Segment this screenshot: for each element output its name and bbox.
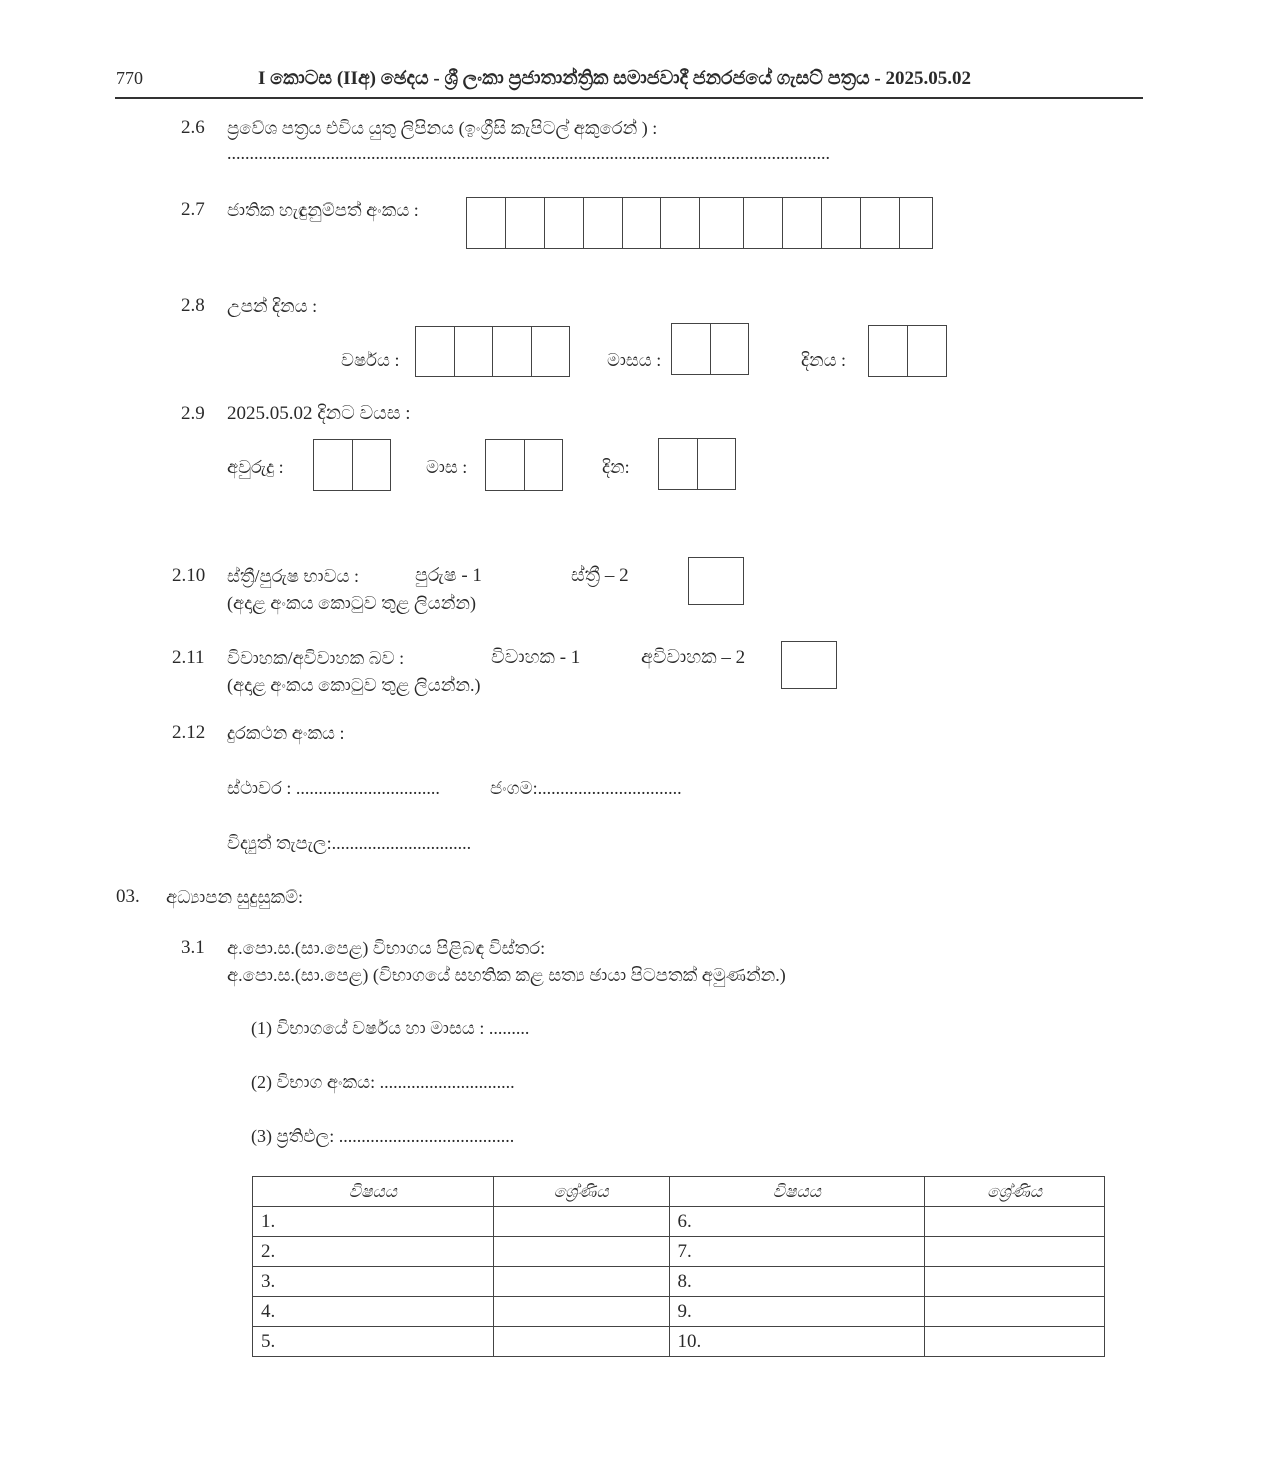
grade-cell[interactable] — [493, 1267, 669, 1297]
dob-month-label: මාසය : — [607, 350, 662, 370]
age-years-boxes[interactable] — [313, 439, 391, 491]
nic-digit-box[interactable] — [584, 198, 623, 248]
nic-digit-box[interactable] — [545, 198, 584, 248]
dob-day-boxes[interactable] — [868, 325, 947, 377]
grade-cell[interactable] — [493, 1327, 669, 1357]
exam-year-month-field[interactable]: (1) විභාගයේ වර්ෂය හා මාසය : ......... — [251, 1018, 530, 1038]
mobile-field[interactable]: ජංගම:................................ — [490, 778, 682, 798]
age-days-digit-box[interactable] — [698, 439, 736, 489]
age-days-boxes[interactable] — [658, 438, 736, 490]
age-months-digit-box[interactable] — [486, 440, 525, 490]
year-digit-box[interactable] — [455, 327, 494, 376]
ol-exam-details-label: අ.පො.ස.(සා.පෙළ) විභාගය පිළිබඳ විස්තර: — [227, 938, 546, 958]
table-row — [253, 1267, 1105, 1297]
grade-cell[interactable] — [493, 1207, 669, 1237]
table-row — [253, 1297, 1105, 1327]
gender-note: (අදාළ අංකය කොටුව තුළ ලියන්න) — [227, 593, 476, 613]
nic-digit-box[interactable] — [661, 198, 700, 248]
address-field[interactable]: ...................................................................................................................................... — [227, 143, 830, 163]
day-digit-box[interactable] — [908, 326, 946, 376]
age-months-label: මාස : — [426, 457, 468, 477]
nic-digit-box[interactable] — [700, 198, 744, 248]
marital-note: (අදාළ අංකය කොටුව තුළ ලියන්න.) — [227, 675, 481, 695]
nic-digit-box[interactable] — [822, 198, 861, 248]
subject-cell[interactable]: 4. — [253, 1297, 494, 1327]
ol-exam-attach-note: අ.පො.ස.(සා.පෙළ) (විභාගයේ සහතික කළ සත්‍ය ඡායා පිටපතක් අමුණන්න.) — [227, 965, 786, 985]
month-digit-box[interactable] — [711, 324, 749, 374]
grade-cell[interactable] — [925, 1207, 1105, 1237]
gazette-header-title: I කොටස (IIඅ) ඡෙදය - ශ්‍රී ලංකා ප්‍රජාතාන්ත්‍රික සමාජවාදී ජනරජයේ ගැසට් පත්‍රය - 2025.05.02 — [258, 68, 971, 89]
table-row — [253, 1327, 1105, 1357]
email-field[interactable]: විද්‍යුත් තැපැල:............................... — [227, 833, 472, 853]
marital-option-unmarried: අවිවාහක – 2 — [641, 647, 746, 668]
age-years-label: අවුරුදු : — [227, 457, 284, 477]
section-number: 2.11 — [172, 647, 205, 668]
landline-field[interactable]: ස්ථාවර : ................................ — [227, 778, 440, 798]
nic-digit-box[interactable] — [744, 198, 783, 248]
table-row — [253, 1237, 1105, 1267]
table-row — [253, 1207, 1105, 1237]
nic-digit-box[interactable] — [900, 198, 932, 248]
grade-column-header: ශ්‍රේණිය — [925, 1177, 1105, 1207]
subject-cell[interactable]: 5. — [253, 1327, 494, 1357]
subject-cell[interactable]: 1. — [253, 1207, 494, 1237]
grade-column-header: ශ්‍රේණිය — [493, 1177, 669, 1207]
subject-cell[interactable]: 10. — [669, 1327, 925, 1357]
dob-year-boxes[interactable] — [415, 326, 570, 377]
nic-digit-box[interactable] — [861, 198, 900, 248]
age-months-boxes[interactable] — [485, 439, 563, 491]
nic-digit-box[interactable] — [623, 198, 662, 248]
gender-option-female: ස්ත්‍රී – 2 — [571, 565, 629, 586]
subject-cell[interactable]: 3. — [253, 1267, 494, 1297]
section-number: 2.8 — [181, 295, 205, 316]
grade-cell[interactable] — [925, 1267, 1105, 1297]
section-number: 03. — [116, 886, 140, 907]
subject-column-header: විෂයය — [669, 1177, 925, 1207]
section-number: 2.6 — [181, 117, 205, 138]
subject-cell[interactable]: 8. — [669, 1267, 925, 1297]
age-months-digit-box[interactable] — [525, 440, 563, 490]
grade-cell[interactable] — [925, 1327, 1105, 1357]
dob-label: උපන් දිනය : — [227, 296, 318, 316]
nic-digit-box[interactable] — [783, 198, 822, 248]
gender-option-male: පුරුෂ - 1 — [415, 565, 482, 586]
day-digit-box[interactable] — [869, 326, 908, 376]
table-header-row — [253, 1177, 1105, 1207]
year-digit-box[interactable] — [532, 327, 570, 376]
section-number: 2.7 — [181, 199, 205, 220]
subject-cell[interactable]: 7. — [669, 1237, 925, 1267]
nic-label: ජාතික හැඳුනුම්පත් අංකය : — [227, 200, 419, 220]
section-number: 2.9 — [181, 403, 205, 424]
exam-index-number-field[interactable]: (2) විභාග අංකය: .............................. — [251, 1072, 515, 1092]
grade-cell[interactable] — [493, 1297, 669, 1327]
age-years-digit-box[interactable] — [314, 440, 353, 490]
section-number: 3.1 — [181, 937, 205, 958]
dob-day-label: දිනය : — [801, 350, 847, 370]
nic-number-boxes[interactable] — [466, 197, 933, 249]
age-days-digit-box[interactable] — [659, 439, 698, 489]
page-number: 770 — [116, 68, 143, 88]
month-digit-box[interactable] — [672, 324, 711, 374]
grade-cell[interactable] — [493, 1237, 669, 1267]
marital-status-input-box[interactable] — [781, 641, 837, 689]
phone-label: දුරකථන අංකය : — [227, 723, 345, 743]
dob-year-label: වර්ෂය : — [341, 350, 400, 370]
subject-column-header: විෂයය — [253, 1177, 494, 1207]
age-years-digit-box[interactable] — [353, 440, 391, 490]
results-table — [252, 1176, 1105, 1357]
subject-cell[interactable]: 6. — [669, 1207, 925, 1237]
section-number: 2.10 — [172, 565, 206, 586]
education-heading: අධ්‍යාපන සුදුසුකම්: — [166, 887, 304, 907]
nic-digit-box[interactable] — [467, 198, 506, 248]
exam-results-field[interactable]: (3) ප්‍රතිඵල: ....................................... — [251, 1126, 515, 1146]
gender-input-box[interactable] — [688, 557, 744, 605]
marital-option-married: විවාහක - 1 — [491, 647, 581, 668]
subject-cell[interactable]: 9. — [669, 1297, 925, 1327]
grade-cell[interactable] — [925, 1237, 1105, 1267]
header-divider — [115, 97, 1143, 99]
age-days-label: දින: — [602, 457, 630, 477]
dob-month-boxes[interactable] — [671, 323, 749, 375]
year-digit-box[interactable] — [416, 327, 455, 376]
address-label: ප්‍රවේශ පත්‍රය එවිය යුතු ලිපිනය (ඉංග්‍රීසි කැපිටල් අකුරෙන් ) : — [227, 118, 658, 138]
gender-label: ස්ත්‍රී/පුරුෂ භාවය : — [227, 566, 359, 586]
subject-cell[interactable]: 2. — [253, 1237, 494, 1267]
year-digit-box[interactable] — [493, 327, 532, 376]
grade-cell[interactable] — [925, 1297, 1105, 1327]
marital-status-label: විවාහක/අවිවාහක බව : — [227, 648, 405, 668]
section-number: 2.12 — [172, 722, 206, 743]
nic-digit-box[interactable] — [506, 198, 545, 248]
age-label: 2025.05.02 දිනට වයස : — [227, 403, 411, 424]
